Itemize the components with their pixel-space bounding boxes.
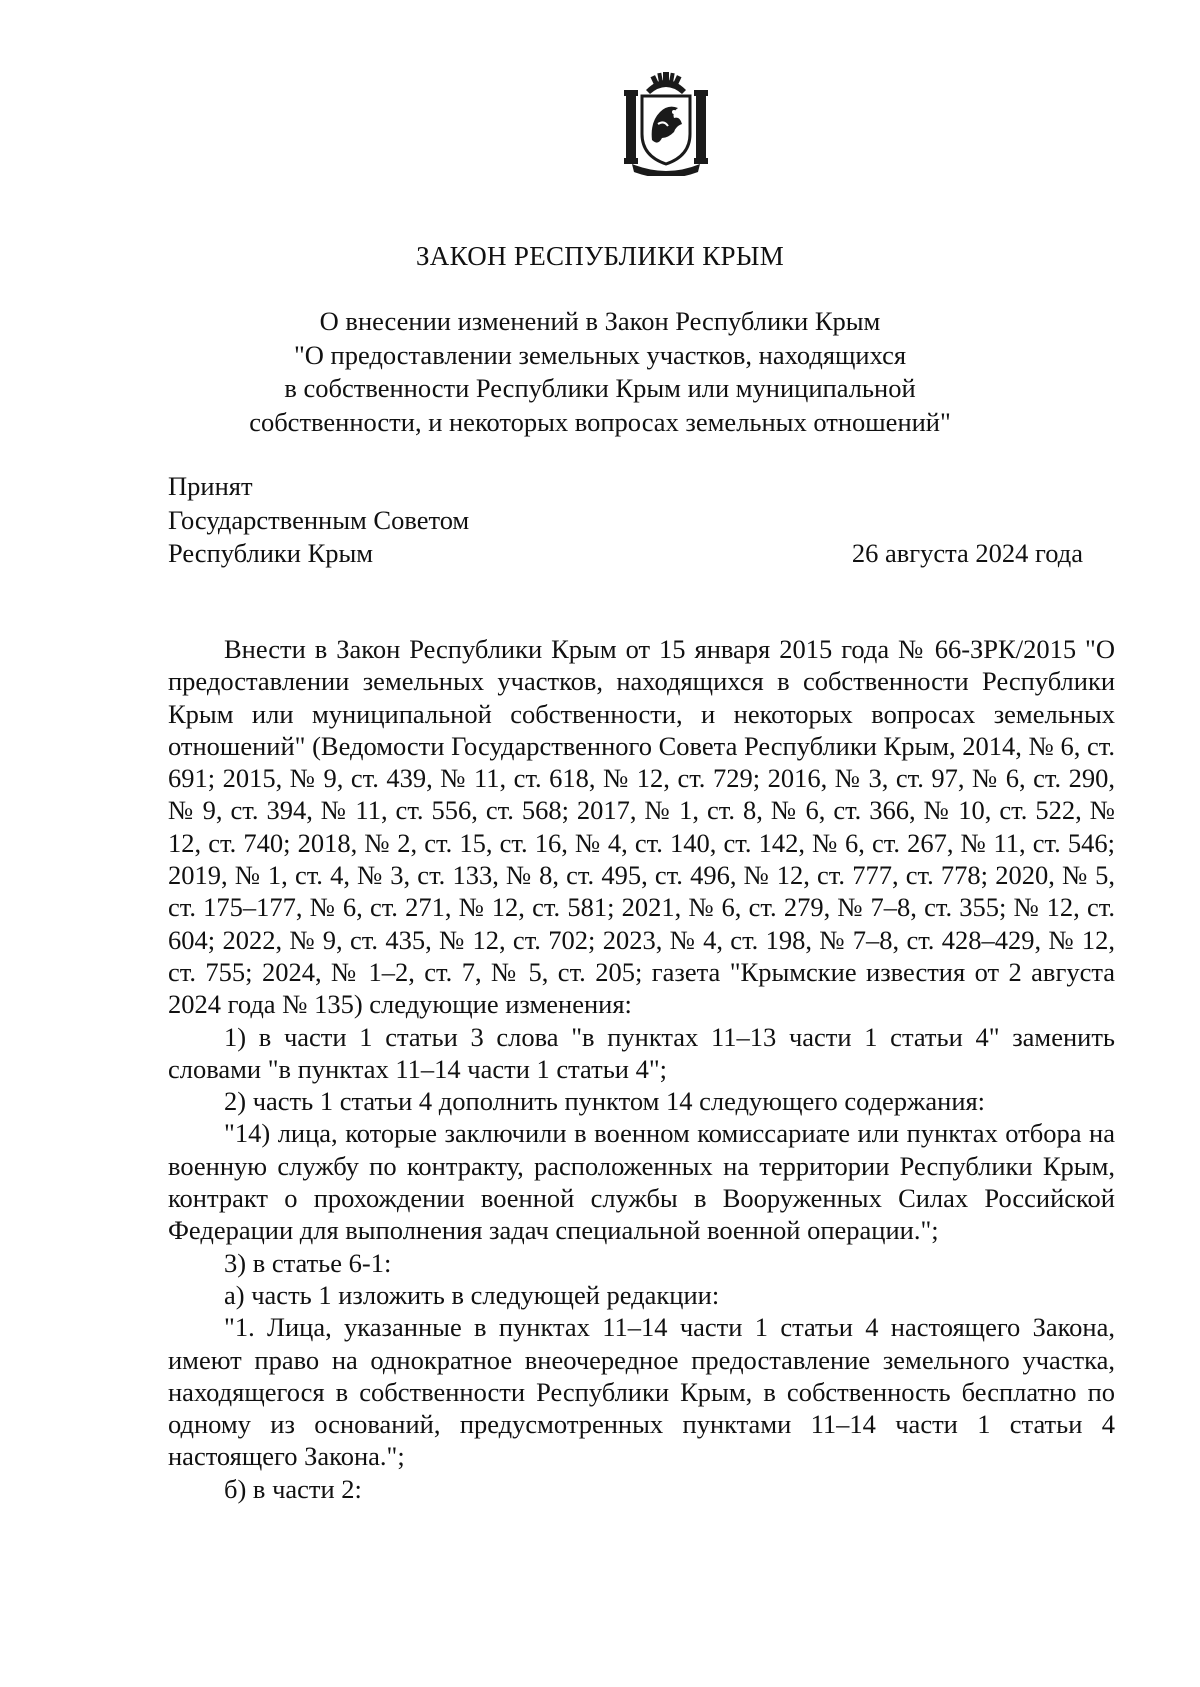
document-type: ЗАКОН РЕСПУБЛИКИ КРЫМ — [415, 241, 785, 271]
adoption-date: 26 августа 2024 года — [851, 538, 1083, 568]
paragraph-quote-14: "14) лица, которые заключили в военном комиссариате или пунктах отбора на военную службу по контракту, расположенных на территории Республики Крым, контракт о прохождении военной службы в Вооруженных Силах Российской Федерации для выполнения задач специальной военной операции."; — [168, 1118, 1115, 1246]
title-line: собственности, и некоторых вопросах земельных отношений" — [249, 406, 951, 437]
paragraph-item-2: 2) часть 1 статьи 4 дополнить пунктом 14 следующего содержания: — [224, 1086, 986, 1117]
paragraph-item-3: 3) в статье 6-1: — [224, 1247, 392, 1278]
paragraph-subitem-a: а) часть 1 изложить в следующей редакции: — [224, 1279, 720, 1310]
coat-of-arms-icon — [622, 68, 710, 176]
paragraph-quote-1: "1. Лица, указанные в пунктах 11–14 части 1 статьи 4 настоящего Закона, имеют право на однократное внеочередное предоставление земельного участка, находящегося в собственности Республики Крым, в собственность бесплатно по одному из оснований, предусмотренных пунктами 11–14 части 1 статьи 4 настоящего Закона."; — [168, 1312, 1115, 1472]
paragraph-subitem-b: б) в части 2: — [224, 1473, 362, 1504]
paragraph-preamble: Внести в Закон Республики Крым от 15 января 2015 года № 66-ЗРК/2015 "О предоставлении земельных участков, находящихся в собственности Республики Крым или муниципальной собственности, и некоторых вопросах земельных отношений" (Ведомости Государственного Совета Республики Крым, 2014, № 6, ст. 691; 2015, № 9, ст. 439, № 11, ст. 618, № 12, ст. 729; 2016, № 3, ст. 97, № 6, ст. 290, № 9, ст. 394, № 11, ст. 556, ст. 568; 2017, № 1, ст. 8, № 6, ст. 366, № 10, ст. 522, № 12, ст. 740; 2018, № 2, ст. 15, ст. 16, № 4, ст. 140, ст. 142, № 6, ст. 267, № 11, ст. 546; 2019, № 1, ст. 4, № 3, ст. 133, № 8, ст. 495, ст. 496, № 12, ст. 777, ст. 778; 2020, № 5, ст. 175–177, № 6, ст. 271, № 12, ст. 581; 2021, № 6, ст. 279, № 7–8, ст. 355; № 12, ст. 604; 2022, № 9, ст. 435, № 12, ст. 702; 2023, № 4, ст. 198, № 7–8, ст. 428–429, № 12, ст. 755; 2024, № 1–2, ст. 7, № 5, ст. 205; газета "Крымские известия от 2 августа 2024 года № 135) следующие изменения: — [168, 634, 1115, 1020]
adoption-line: Республики Крым — [168, 538, 374, 568]
law-body — [168, 633, 1115, 1505]
adoption-line: Принят — [168, 471, 253, 501]
adoption-line: Государственным Советом — [168, 504, 470, 535]
paragraph-item-1: 1) в части 1 статьи 3 слова "в пунктах 11–13 части 1 статьи 4" заменить словами "в пунктах 11–14 части 1 статьи 4"; — [168, 1021, 1115, 1084]
title-line: О внесении изменений в Закон Республики Крым — [319, 306, 881, 336]
adoption-block — [168, 470, 469, 571]
document-title — [230, 305, 970, 439]
title-line: в собственности Республики Крым или муниципальной — [284, 373, 916, 403]
title-line: "О предоставлении земельных участков, находящихся — [293, 339, 907, 370]
